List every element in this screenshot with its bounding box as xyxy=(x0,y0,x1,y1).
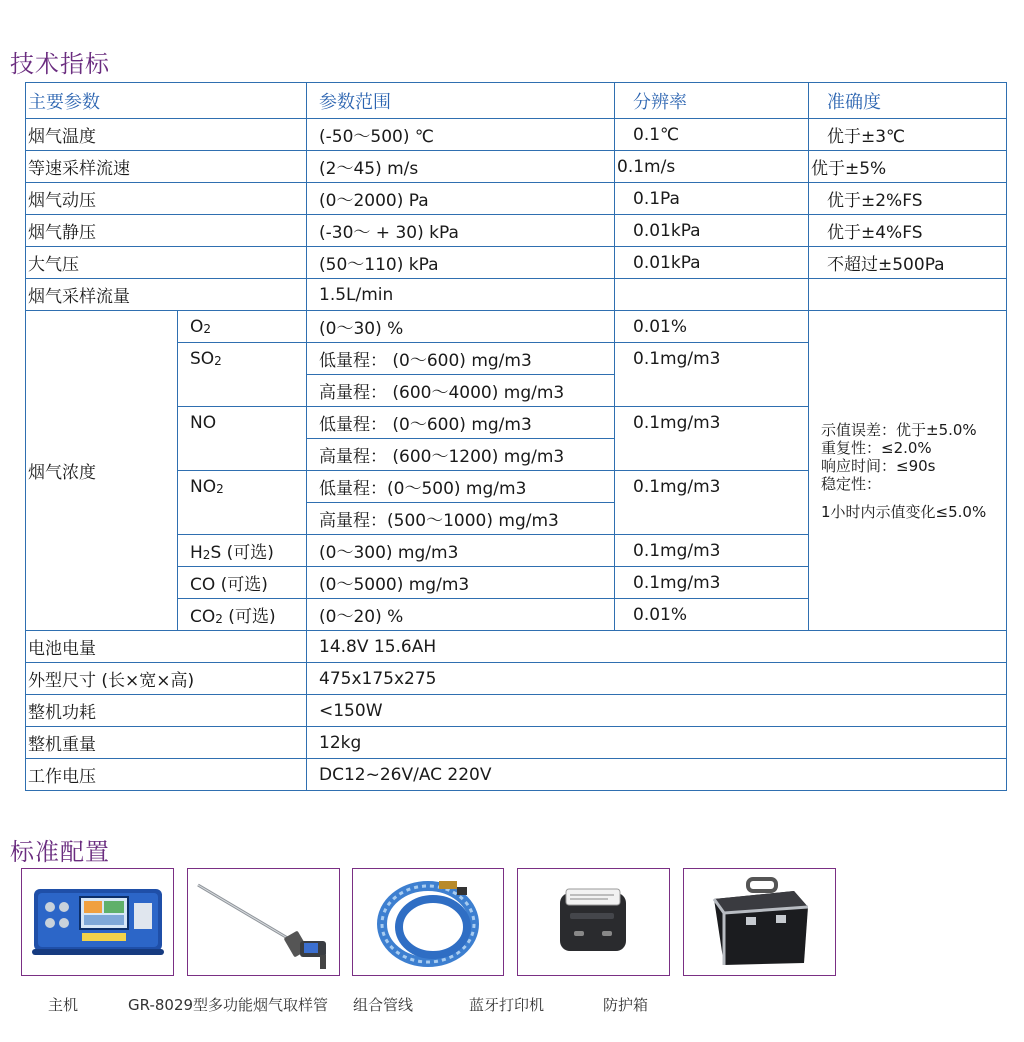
hose-icon xyxy=(352,868,504,976)
table-row xyxy=(26,279,1007,311)
resolution-cell: 0.1mg/m3 xyxy=(615,407,809,471)
range-cell: (0～5000) mg/m3 xyxy=(307,567,615,599)
config-label-sampling-probe: GR-8029型多功能烟气取样管 xyxy=(128,996,329,1014)
accuracy-cell: 优于±3℃ xyxy=(809,119,1007,151)
config-label-main-unit: 主机 xyxy=(48,996,79,1014)
value-cell: 475x175x275 xyxy=(307,663,1007,695)
resolution-cell: 0.1℃ xyxy=(615,119,809,151)
accuracy-cell xyxy=(809,279,1007,311)
header-accuracy: 准确度 xyxy=(809,83,1007,119)
range-high-cell: 高量程：(500～1000) mg/m3 xyxy=(307,503,615,535)
param-cell: 整机重量 xyxy=(26,727,307,759)
accuracy-cell: 优于±2%FS xyxy=(809,183,1007,215)
table-row xyxy=(26,215,1007,247)
gas-group-label: 烟气浓度 xyxy=(26,311,178,631)
main-unit-icon xyxy=(21,868,174,976)
range-cell: (0～30) % xyxy=(307,311,615,343)
resolution-cell: 0.1mg/m3 xyxy=(615,567,809,599)
table-row xyxy=(26,247,1007,279)
table-row xyxy=(26,631,1007,663)
table-row xyxy=(26,183,1007,215)
table-row xyxy=(26,119,1007,151)
resolution-cell: 0.01% xyxy=(615,599,809,631)
spec-table xyxy=(25,82,1007,791)
range-low-cell: 低量程： (0～600) mg/m3 xyxy=(307,407,615,439)
range-high-cell: 高量程： (600～4000) mg/m3 xyxy=(307,375,615,407)
param-cell: 烟气温度 xyxy=(26,119,307,151)
gas-name-so2: $SO_2$ xyxy=(178,343,307,407)
range-cell: (0～2000) Pa xyxy=(307,183,615,215)
param-cell: 烟气采样流量 xyxy=(26,279,307,311)
header-resolution: 分辨率 xyxy=(615,83,809,119)
resolution-cell: 0.01% xyxy=(615,311,809,343)
param-cell: 工作电压 xyxy=(26,759,307,791)
param-cell: 整机功耗 xyxy=(26,695,307,727)
range-cell: (50～110) kPa xyxy=(307,247,615,279)
param-cell: 烟气静压 xyxy=(26,215,307,247)
param-cell: 外型尺寸 (长×宽×高) xyxy=(26,663,307,695)
param-cell: 大气压 xyxy=(26,247,307,279)
gas-name-no: NO xyxy=(178,407,307,471)
accuracy-cell: 优于±5% xyxy=(809,151,1007,183)
range-cell: (2～45) m/s xyxy=(307,151,615,183)
gas-name-h2s: $H_2S$ (可选) xyxy=(178,535,307,567)
table-row xyxy=(26,695,1007,727)
gas-name-no2: $NO_2$ xyxy=(178,471,307,535)
config-label-hose: 组合管线 xyxy=(353,996,414,1014)
value-cell: 12kg xyxy=(307,727,1007,759)
gas-name-co: CO (可选) xyxy=(178,567,307,599)
gas-accuracy-note: 示值误差：优于±5.0% 重复性：≤2.0% 响应时间：≤90s 稳定性： 1小时内示值变化≤5.0% xyxy=(809,311,1007,631)
header-param: 主要参数 xyxy=(26,83,307,119)
value-cell: 14.8V 15.6AH xyxy=(307,631,1007,663)
param-cell: 等速采样流速 xyxy=(26,151,307,183)
resolution-cell: 0.1Pa xyxy=(615,183,809,215)
table-header-row xyxy=(26,83,1007,119)
config-label-printer: 蓝牙打印机 xyxy=(469,996,545,1014)
value-cell: DC12~26V/AC 220V xyxy=(307,759,1007,791)
table-row xyxy=(26,311,1007,343)
case-icon xyxy=(683,868,836,976)
range-high-cell: 高量程： (600～1200) mg/m3 xyxy=(307,439,615,471)
resolution-cell xyxy=(615,279,809,311)
range-cell: (-50～500) ℃ xyxy=(307,119,615,151)
spec-section-title: 技术指标 xyxy=(10,50,110,78)
config-label-case: 防护箱 xyxy=(603,996,649,1014)
param-cell: 电池电量 xyxy=(26,631,307,663)
resolution-cell: 0.1m/s xyxy=(615,151,809,183)
resolution-cell: 0.1mg/m3 xyxy=(615,471,809,535)
range-cell: (0～20) % xyxy=(307,599,615,631)
range-low-cell: 低量程：(0～500) mg/m3 xyxy=(307,471,615,503)
range-low-cell: 低量程： (0～600) mg/m3 xyxy=(307,343,615,375)
param-cell: 烟气动压 xyxy=(26,183,307,215)
gas-name-co2: $CO_2$ (可选) xyxy=(178,599,307,631)
resolution-cell: 0.1mg/m3 xyxy=(615,343,809,407)
header-range: 参数范围 xyxy=(307,83,615,119)
resolution-cell: 0.1mg/m3 xyxy=(615,535,809,567)
resolution-cell: 0.01kPa xyxy=(615,215,809,247)
range-cell: 1.5L/min xyxy=(307,279,615,311)
table-row xyxy=(26,727,1007,759)
printer-icon xyxy=(517,868,670,976)
resolution-cell: 0.01kPa xyxy=(615,247,809,279)
table-row xyxy=(26,151,1007,183)
value-cell: <150W xyxy=(307,695,1007,727)
range-cell: (0～300) mg/m3 xyxy=(307,535,615,567)
table-row xyxy=(26,759,1007,791)
accuracy-cell: 不超过±500Pa xyxy=(809,247,1007,279)
gas-name-o2: $O_2$ xyxy=(178,311,307,343)
config-section-title: 标准配置 xyxy=(10,838,110,866)
table-row xyxy=(26,663,1007,695)
accuracy-cell: 优于±4%FS xyxy=(809,215,1007,247)
sampling-probe-icon xyxy=(187,868,340,976)
range-cell: (-30～ + 30) kPa xyxy=(307,215,615,247)
